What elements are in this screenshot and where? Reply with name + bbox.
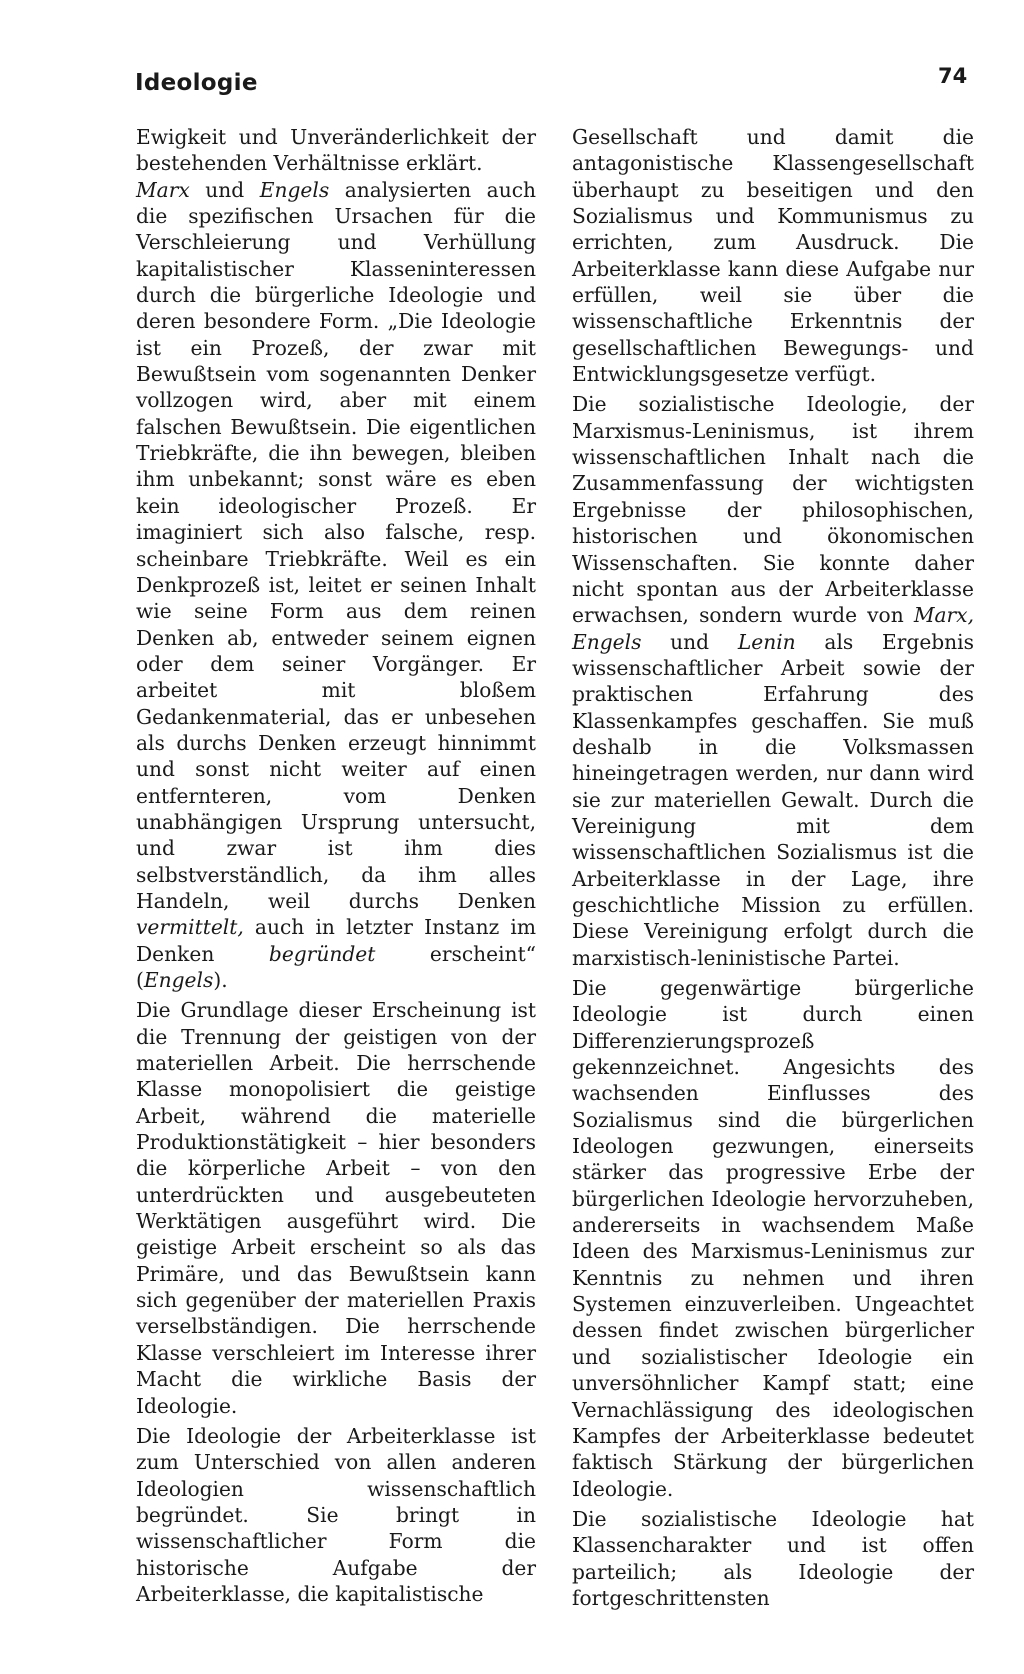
paragraph: Die Grundlage dieser Erscheinung ist die Trennung der geistigen von der materiellen Arbeit. Die herrschende Klasse monopolisiert die geistige Arbeit, während die materielle Produktionstätigkeit – hier besonders die körperliche Arbeit – von den unterdrückten und ausgebeuteten Werktätigen ausgeführt wird. Die geistige Arbeit erscheint so als das Primäre, und das Bewußtsein kann sich gegenüber der materiellen Praxis verselbständigen. Die herrschende Klasse verschleiert im Interesse ihrer Macht die wirkliche Basis der Ideologie. xyxy=(136,998,536,1418)
paragraph: Die Ideologie der Arbeiterklasse ist zum Unterschied von allen anderen Ideologien wissenschaftlich begründet. Sie bringt in wissenschaftlicher Form die historische Aufgabe der Arbeiterklasse, die kapitalistische xyxy=(136,1423,536,1606)
left-column xyxy=(136,124,536,1607)
paragraph: Gesellschaft und damit die antagonistische Klassengesellschaft überhaupt zu beseitigen und den Sozialismus und Kommunismus zu errichten, zum Ausdruck. Die Arbeiterklasse kann diese Aufgabe nur erfüllen, weil sie über die wissenschaftliche Erkenntnis der gesellschaftlichen Bewegungs- und Entwicklungsgesetze verfügt. xyxy=(572,125,974,387)
paragraph: Ewigkeit und Unveränderlichkeit der bestehenden Verhältnisse erklärt. Marx und Engels analysierten auch die spezifischen Ursachen für die Verschleierung und Verhüllung kapitalistischer Klasseninteressen durch die bürgerliche Ideologie und deren besondere Form. „Die Ideologie ist ein Prozeß, der zwar mit Bewußtsein vom sogenannten Denker vollzogen wird, aber mit einem falschen Bewußtsein. Die eigentlichen Triebkräfte, die ihn bewegen, bleiben ihm unbekannt; sonst wäre es eben kein ideologischer Prozeß. Er imaginiert sich also falsche, resp. scheinbare Triebkräfte. Weil es ein Denkprozeß ist, leitet er seinen Inhalt wie seine Form aus dem reinen Denken ab, entweder seinem eignen oder dem seiner Vorgänger. Er arbeitet mit bloßem Gedankenmaterial, das er unbesehen als durchs Denken erzeugt hinnimmt und sonst nicht weiter auf einen entfernteren, vom Denken unabhängigen Ursprung untersucht, und zwar ist ihm dies selbstverständlich, da ihm alles Handeln, weil durchs Denken vermittelt, auch in letzter Instanz im Denken begründet erscheint“ (Engels). xyxy=(136,125,537,992)
right-column xyxy=(572,124,974,1611)
paragraph: Die gegenwärtige bürgerliche Ideologie ist durch einen Differenzierungsprozeß gekennzeichnet. Angesichts des wachsenden Einflusses des Sozialismus sind die bürgerlichen Ideologen gezwungen, einerseits stärker das progressive Erbe der bürgerlichen Ideologie hervorzuheben, andererseits in wachsendem Maße Ideen des Marxismus-Leninismus zur Kenntnis zu nehmen und ihren Systemen einzuverleiben. Ungeachtet dessen findet zwischen bürgerlicher und sozialistischer Ideologie ein unversöhnlicher Kampf statt; eine Vernachlässigung des ideologischen Kampfes der Arbeiterklasse bedeutet faktisch Stärkung der bürgerlichen Ideologie. xyxy=(572,976,974,1501)
page-number: 74 xyxy=(938,64,968,88)
paragraph: Die sozialistische Ideologie, der Marxismus-Leninismus, ist ihrem wissenschaftlichen Inhalt nach die Zusammenfassung der wichtigsten Ergebnisse der philosophischen, historischen und ökonomischen Wissenschaften. Sie konnte daher nicht spontan aus der Arbeiterklasse erwachsen, sondern wurde von Marx, Engels und Lenin als Ergebnis wissenschaftlicher Arbeit sowie der praktischen Erfahrung des Klassenkampfes geschaffen. Sie muß deshalb in die Volksmassen hineingetragen werden, nur dann wird sie zur materiellen Gewalt. Durch die Vereinigung mit dem wissenschaftlichen Sozialismus ist die Arbeiterklasse in der Lage, ihre geschichtliche Mission zu erfüllen. Diese Vereinigung erfolgt durch die marxistisch-leninistische Partei. xyxy=(572,392,975,970)
paragraph: Die sozialistische Ideologie hat Klassencharakter und ist offen parteilich; als Ideologie der fortgeschrittensten xyxy=(572,1506,974,1610)
running-header: Ideologie xyxy=(135,70,258,96)
